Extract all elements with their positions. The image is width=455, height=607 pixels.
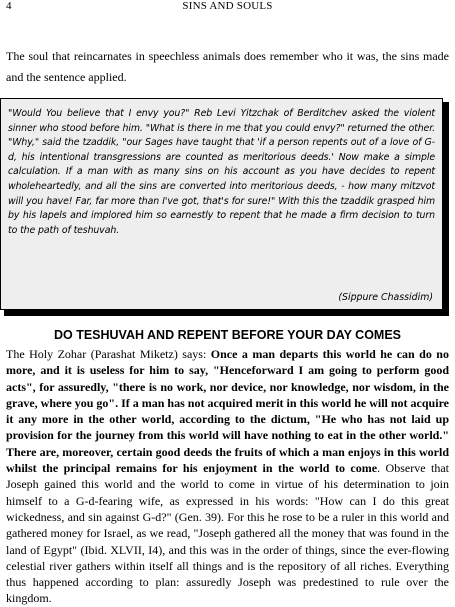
quote-text: "Would You believe that I envy you?" Reb Levi Yitzchak of Berditchev asked the violent sinner who stood before him. "What is there in me that you could envy?" returned the other. "Why," said the tzaddik, "our Sages have taught that 'if a person repents out of a love of G-d, his intentional transgressions are counted as meritorious deeds.' Now make a simple calculation. If a man with as many sins on his account as you have decides to repent wholeheartedly, and all the sins are converted into meritorious deeds, - how many mitzvot will you have! Far, far more than I've got, that's for sure!" With this the tzaddik grasped him by his lapels and implored him so earnestly to repent that he made a firm decision to turn to the path of teshuvah. — [8, 108, 435, 236]
page-header — [6, 0, 449, 16]
intro-paragraph: The soul that reincarnates in speechless animals does remember who it was, the sins made and the sentence applied. — [6, 49, 449, 84]
quote-box-panel — [0, 98, 443, 310]
running-title: SINS AND SOULS — [182, 0, 273, 12]
body-text-bold: Once a man departs this world he can do no more, and it is useless for him to say, "Henceforward I am going to perform good acts", for assuredly, "there is no work, nor device, nor knowledge, nor wisdom, in the grave, where you go". If a man has not acquired merit in this world he will not acquire it any more in the other world, according to the dictum, "He who has not laid up provision for the journey from this world will have nothing to eat in the other world." There are, moreover, certain good deeds the fruits of which a man enjoys in this world whilst the principal remains for his enjoyment in the world to come — [6, 347, 449, 476]
page-number: 4 — [6, 0, 12, 12]
body-paragraph — [6, 346, 449, 607]
body-text-intro: The Holy Zohar (Parashat Miketz) says: — [6, 347, 211, 361]
body-text-rest: . Observe that Joseph gained this world and the world to come in virtue of his determination to join himself to a G-d-fearing wife, as expressed in his words: "How can I do this great wickedness, and sin against G-d?" (Gen. 39). For this he rose to be a ruler in this world and gathered money for Israel, as we read, "Joseph gathered all the money that was found in the land of Egypt" (Ibid. XLVII, I4), and this was in the order of things, since the ever-flowing celestial river gathers within itself all things and is the repository of all riches. Everything thus happened according to plan: assuredly Joseph was predestined to rule over the kingdom. — [6, 461, 450, 606]
quote-source: (Sippure Chassidim) — [338, 292, 433, 303]
section-heading: DO TESHUVAH AND REPENT BEFORE YOUR DAY COMES — [53, 328, 402, 342]
quote-box — [0, 98, 449, 316]
